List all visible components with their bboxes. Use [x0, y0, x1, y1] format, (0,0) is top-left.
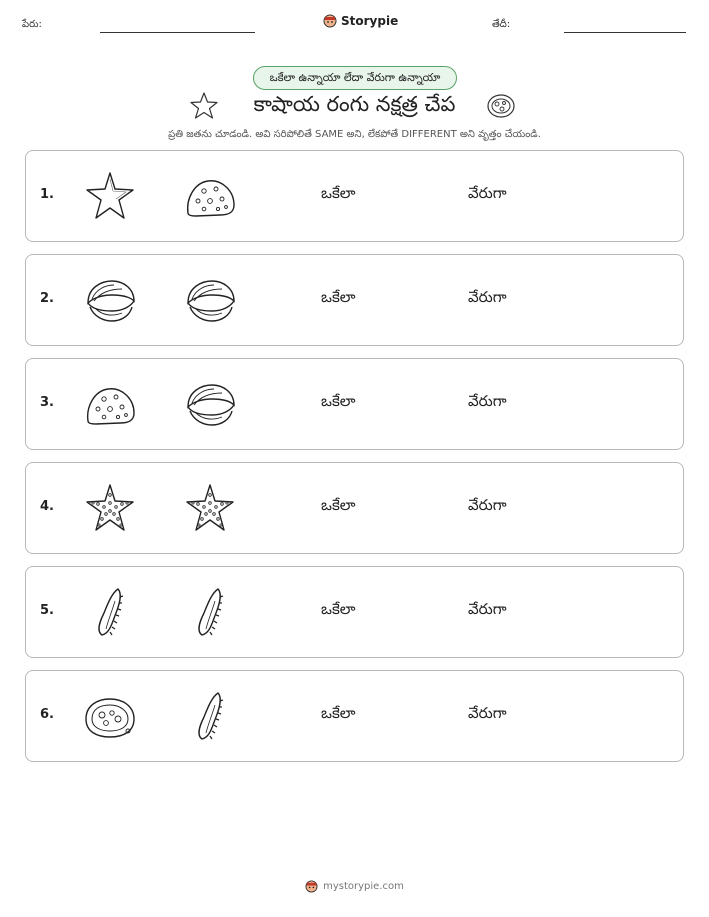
question-row-6 [25, 670, 684, 762]
different-option[interactable]: వేరుగా [468, 392, 507, 410]
question-number: 2. [40, 291, 54, 306]
starfish-icon [82, 169, 138, 225]
activity-pill: ఒకేలా ఉన్నాయా లేదా వేరుగా ఉన్నాయా [253, 66, 457, 90]
different-option[interactable]: వేరుగా [468, 288, 507, 306]
different-option[interactable]: వేరుగా [468, 704, 507, 722]
question-row-4 [25, 462, 684, 554]
same-option[interactable]: ఒకేలా [321, 704, 356, 722]
starfish-dotted-icon [182, 481, 238, 537]
question-row-3 [25, 358, 684, 450]
question-row-2 [25, 254, 684, 346]
clam-icon [182, 377, 238, 433]
coral-reef-icon [82, 689, 138, 745]
date-field-line[interactable] [564, 32, 686, 33]
clam-icon [82, 273, 138, 329]
brand-logo [323, 14, 398, 28]
different-option[interactable]: వేరుగా [468, 600, 507, 618]
question-number: 4. [40, 499, 54, 514]
same-option[interactable]: ఒకేలా [321, 392, 356, 410]
sea-sponge-icon [82, 377, 138, 433]
different-option[interactable]: వేరుగా [468, 184, 507, 202]
question-number: 6. [40, 707, 54, 722]
sea-sponge-icon [182, 169, 238, 225]
sea-cucumber-icon [182, 689, 238, 745]
same-option[interactable]: ఒకేలా [321, 184, 356, 202]
question-number: 1. [40, 187, 54, 202]
same-option[interactable]: ఒకేలా [321, 288, 356, 306]
question-row-5 [25, 566, 684, 658]
footer-url: mystorypie.com [323, 881, 404, 892]
question-number: 5. [40, 603, 54, 618]
name-label: పేరు: [22, 19, 42, 30]
same-option[interactable]: ఒకేలా [321, 600, 356, 618]
sea-cucumber-icon [182, 585, 238, 641]
page-title: కాషాయ రంగు నక్షత్ర చేప [253, 92, 456, 116]
date-label: తేదీ: [492, 19, 511, 30]
sea-cucumber-icon [82, 585, 138, 641]
different-option[interactable]: వేరుగా [468, 496, 507, 514]
footer [0, 880, 709, 893]
question-row-1 [25, 150, 684, 242]
question-number: 3. [40, 395, 54, 410]
instructions: ప్రతి జతను చూడండి. అవి సరిపోలితే SAME అని, లేకపోతే DIFFERENT అని వృత్తం చేయండి. [168, 129, 541, 140]
same-option[interactable]: ఒకేలా [321, 496, 356, 514]
storypie-mascot-icon [323, 14, 337, 28]
brand-name: Storypie [341, 14, 399, 28]
clam-icon [182, 273, 238, 329]
storypie-mascot-icon [305, 880, 318, 893]
name-field-line[interactable] [100, 32, 255, 33]
coral-reef-icon [486, 92, 516, 120]
starfish-dotted-icon [82, 481, 138, 537]
